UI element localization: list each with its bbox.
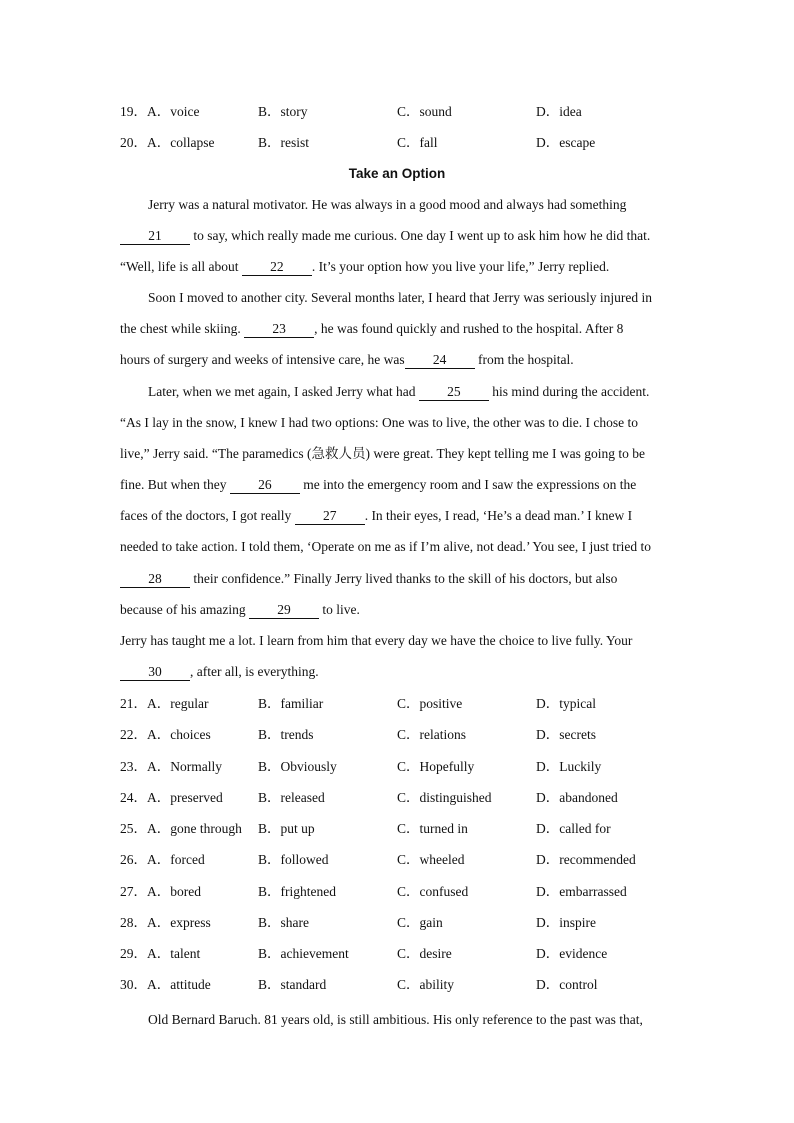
option-a: 29．A．talent (120, 946, 201, 961)
option-c: C．gain (397, 915, 443, 930)
passage-line: Soon I moved to another city. Several months later, I heard that Jerry was seriously injured in (148, 290, 652, 305)
option-d: D．embarrassed (536, 884, 627, 899)
option-a: 24．A．preserved (120, 790, 223, 805)
blank-21: 21 (120, 228, 190, 245)
option-a: 22．A．choices (120, 727, 211, 742)
blank-25: 25 (419, 384, 489, 401)
option-a: 28．A．express (120, 915, 211, 930)
option-row-24 (120, 788, 680, 808)
option-row-25 (120, 819, 680, 839)
option-a: 21．A．regular (120, 696, 209, 711)
passage-line: fine. But when they 26 me into the emergency room and I saw the expressions on the (120, 477, 637, 492)
option-b: B．resist (258, 135, 310, 150)
option-a: 26．A．forced (120, 852, 205, 867)
passage-line: Later, when we met again, I asked Jerry what had 25 his mind during the accident. (148, 384, 650, 399)
passage-line: 30 , after all, is everything. (120, 662, 680, 682)
option-row-19 (120, 102, 680, 122)
passage-line: “Well, life is all about 22 . It’s your option how you live your life,” Jerry replied. (120, 259, 610, 274)
option-b: B．Obviously (258, 759, 337, 774)
option-row-20 (120, 133, 680, 153)
option-d: D．escape (536, 135, 596, 150)
option-a: 25．A．gone through (120, 821, 242, 836)
option-b: B．story (258, 104, 308, 119)
option-d: D．secrets (536, 727, 596, 742)
option-d: D．control (536, 977, 598, 992)
blank-30: 30 (120, 664, 190, 681)
option-a: 30．A．attitude (120, 977, 211, 992)
option-a: 23．A．Normally (120, 759, 222, 774)
passage-line: faces of the doctors, I got really 27 . In their eyes, I read, ‘He’s a dead man.’ I knew I (120, 508, 633, 523)
option-c: C．turned in (397, 821, 468, 836)
blank-27: 27 (295, 508, 365, 525)
option-c: C．ability (397, 977, 454, 992)
passage-line: the chest while skiing. 23 , he was found quickly and rushed to the hospital. After 8 (120, 321, 624, 336)
passage-line: Jerry was a natural motivator. He was always in a good mood and always had something (148, 197, 627, 212)
passage-line: live,” Jerry said. “The paramedics (急救人员) were great. They kept telling me I was going to be (120, 446, 645, 461)
option-d: D．typical (536, 696, 596, 711)
option-c: C．wheeled (397, 852, 465, 867)
blank-28: 28 (120, 571, 190, 588)
passage-title: Take an Option (348, 166, 446, 181)
option-row-28 (120, 913, 680, 933)
option-b: B．standard (258, 977, 327, 992)
option-b: B．frightened (258, 884, 336, 899)
passage-line: Jerry has taught me a lot. I learn from him that every day we have the choice to live fully. Your (120, 633, 633, 648)
blank-23: 23 (244, 321, 314, 338)
option-row-30 (120, 975, 680, 995)
option-d: D．idea (536, 104, 582, 119)
option-d: D．Luckily (536, 759, 602, 774)
option-d: D．inspire (536, 915, 596, 930)
option-b: B．followed (258, 852, 329, 867)
passage-line: “As I lay in the snow, I knew I had two options: One was to live, the other was to die. I chose to (120, 415, 639, 430)
option-row-27 (120, 882, 680, 902)
option-d: D．recommended (536, 852, 636, 867)
option-b: B．familiar (258, 696, 324, 711)
option-c: C．fall (397, 135, 438, 150)
option-row-29 (120, 944, 680, 964)
option-a: 19．A．voice (120, 104, 200, 119)
next-passage-line: Old Bernard Baruch. 81 years old, is still ambitious. His only reference to the past was that, (148, 1012, 643, 1027)
option-row-23 (120, 757, 680, 777)
option-b: B．put up (258, 821, 315, 836)
option-b: B．released (258, 790, 325, 805)
option-d: D．abandoned (536, 790, 618, 805)
blank-29: 29 (249, 602, 319, 619)
option-c: C．confused (397, 884, 469, 899)
option-c: C．desire (397, 946, 452, 961)
option-b: B．trends (258, 727, 314, 742)
option-a: 20．A．collapse (120, 135, 215, 150)
option-b: B．share (258, 915, 309, 930)
passage-line: hours of surgery and weeks of intensive care, he was 24 from the hospital. (120, 352, 574, 367)
passage-line: 28 their confidence.” Finally Jerry lived thanks to the skill of his doctors, but also (120, 569, 680, 589)
passage-line: 21 to say, which really made me curious. One day I went up to ask him how he did that. (120, 226, 680, 246)
blank-22: 22 (242, 259, 312, 276)
option-row-21 (120, 694, 680, 714)
option-row-26 (120, 850, 680, 870)
option-c: C．positive (397, 696, 463, 711)
option-c: C．Hopefully (397, 759, 475, 774)
passage-line: because of his amazing 29 to live. (120, 602, 360, 617)
option-c: C．relations (397, 727, 466, 742)
blank-26: 26 (230, 477, 300, 494)
blank-24: 24 (405, 352, 475, 369)
option-a: 27．A．bored (120, 884, 201, 899)
passage-line: needed to take action. I told them, ‘Operate on me as if I’m alive, not dead.’ You see, I just tried to (120, 539, 651, 554)
option-c: C．sound (397, 104, 452, 119)
option-c: C．distinguished (397, 790, 492, 805)
option-d: D．called for (536, 821, 611, 836)
option-d: D．evidence (536, 946, 608, 961)
option-row-22 (120, 725, 680, 745)
option-b: B．achievement (258, 946, 349, 961)
